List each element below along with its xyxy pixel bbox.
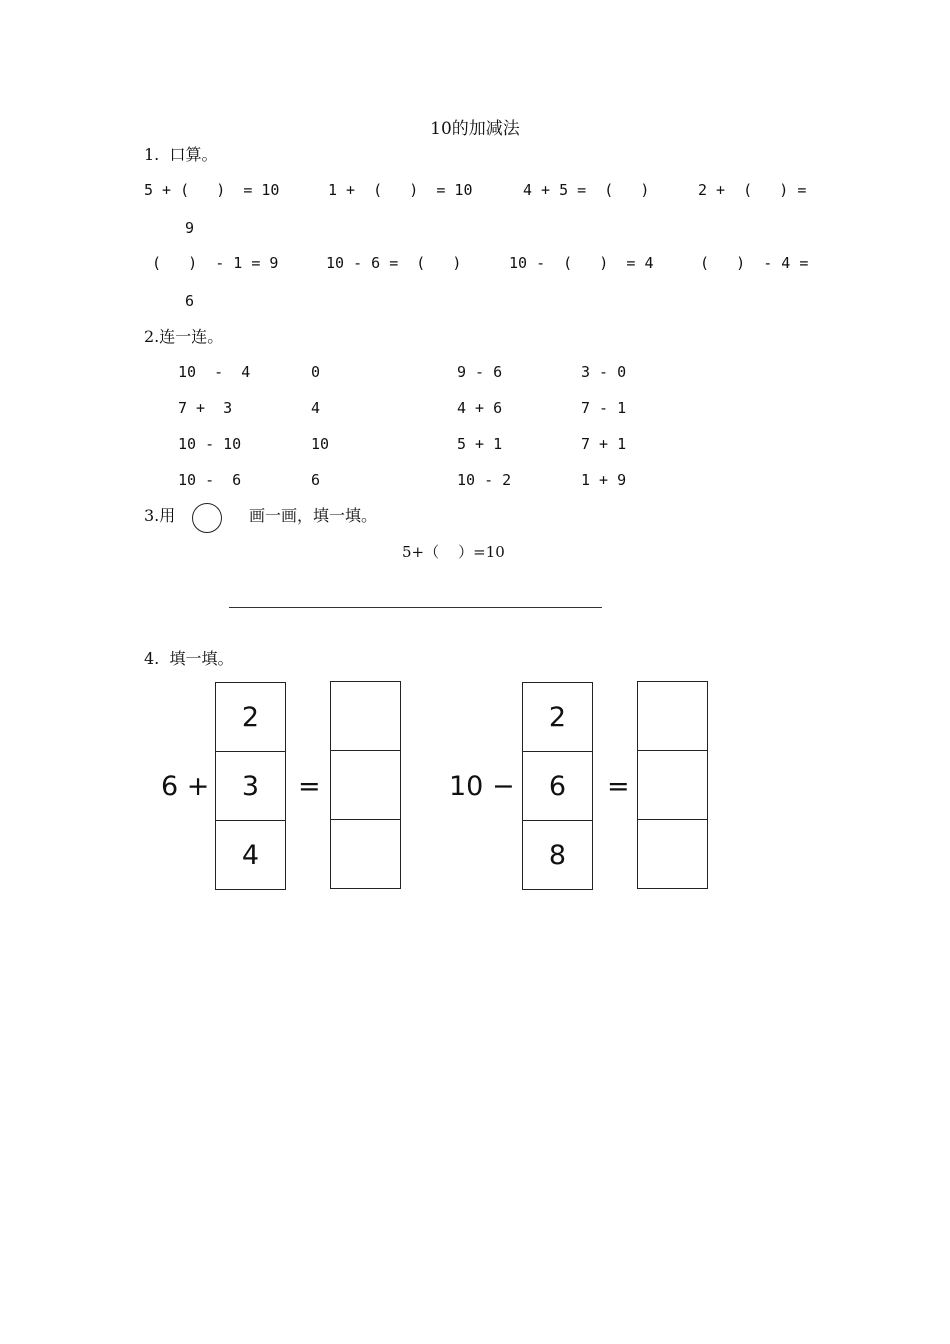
q2-r1-c4: 3 - 0 xyxy=(581,363,627,381)
q1-row1-item-3: 4 + 5 = ( ) xyxy=(523,181,650,199)
q2-r4-c4: 1 + 9 xyxy=(581,471,627,489)
drawing-line xyxy=(229,607,602,608)
q2-r1-c2: 0 xyxy=(311,363,321,381)
q2-r4-c2: 6 xyxy=(311,471,321,489)
q1-row1-item-2: 1 + ( ) = 10 xyxy=(328,181,473,199)
q4-left-answer-1[interactable] xyxy=(330,681,401,751)
q2-r2-c4: 7 - 1 xyxy=(581,399,627,417)
q4-left-cell-1: 2 xyxy=(215,682,286,752)
page-title: 10的加减法 xyxy=(430,119,520,139)
q2-r3-c1: 10 - 10 xyxy=(178,435,242,453)
q4-left-prefix: 6 + xyxy=(161,771,210,802)
q1-row2-wrap: 6 xyxy=(185,292,195,310)
q4-right-equals: = xyxy=(607,771,630,802)
q4-left-equals: = xyxy=(298,771,321,802)
q3-equation: 5+（ ）=10 xyxy=(402,543,505,561)
circle-icon xyxy=(192,503,222,533)
q2-r2-c3: 4 + 6 xyxy=(457,399,503,417)
q1-row1-wrap: 9 xyxy=(185,219,195,237)
q4-right-cell-1: 2 xyxy=(522,682,593,752)
q4-right-cell-3: 8 xyxy=(522,820,593,890)
q4-right-answer-1[interactable] xyxy=(637,681,708,751)
q3-prefix: 3.用 xyxy=(144,506,176,525)
q1-row2-item-3: 10 - ( ) = 4 xyxy=(509,254,654,272)
q2-r3-c4: 7 + 1 xyxy=(581,435,627,453)
q2-r4-c3: 10 - 2 xyxy=(457,471,512,489)
q4-right-prefix: 10 − xyxy=(449,771,515,802)
q1-row2-item-4: ( ) - 4 = xyxy=(700,254,809,272)
q4-heading: 4. 填一填。 xyxy=(144,649,234,668)
q2-heading: 2.连一连。 xyxy=(144,327,224,346)
q2-r2-c1: 7 + 3 xyxy=(178,399,233,417)
q1-row1-item-4: 2 + ( ) = xyxy=(698,181,807,199)
q4-right-answer-3[interactable] xyxy=(637,819,708,889)
q2-r1-c1: 10 - 4 xyxy=(178,363,251,381)
q3-instruction: 画一画，填一填。 xyxy=(249,506,378,525)
q1-row1-item-1: 5 + ( ) = 10 xyxy=(144,181,280,199)
q2-r3-c2: 10 xyxy=(311,435,330,453)
q1-heading: 1. 口算。 xyxy=(144,145,218,164)
q2-r3-c3: 5 + 1 xyxy=(457,435,503,453)
q2-r4-c1: 10 - 6 xyxy=(178,471,242,489)
q2-r2-c2: 4 xyxy=(311,399,321,417)
q4-left-answer-3[interactable] xyxy=(330,819,401,889)
q4-right-answer-2[interactable] xyxy=(637,750,708,820)
q4-left-cell-2: 3 xyxy=(215,751,286,821)
q1-row2-item-1: ( ) - 1 = 9 xyxy=(152,254,279,272)
q4-right-cell-2: 6 xyxy=(522,751,593,821)
q2-r1-c3: 9 - 6 xyxy=(457,363,503,381)
q4-left-answer-2[interactable] xyxy=(330,750,401,820)
q4-left-cell-3: 4 xyxy=(215,820,286,890)
q1-row2-item-2: 10 - 6 = ( ) xyxy=(326,254,462,272)
